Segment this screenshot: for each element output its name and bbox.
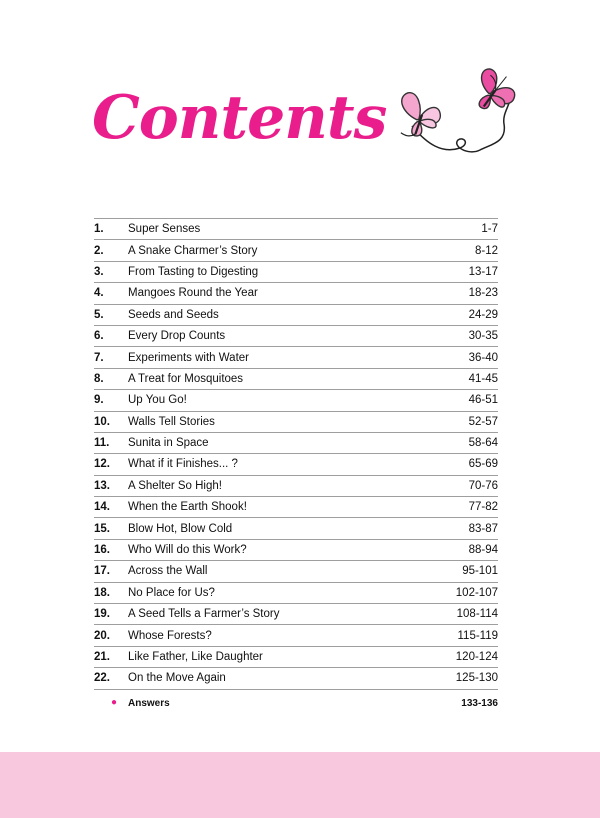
chapter-pages: 24-29 (418, 304, 498, 325)
chapter-title: Mangoes Round the Year (128, 283, 418, 304)
chapter-number: 10. (94, 411, 128, 432)
chapter-row[interactable] (94, 497, 498, 518)
footer-band (0, 752, 600, 818)
chapter-title: Every Drop Counts (128, 325, 418, 346)
chapter-title: Who Will do this Work? (128, 539, 418, 560)
chapter-row[interactable] (94, 219, 498, 240)
chapter-title: Like Father, Like Daughter (128, 646, 418, 667)
chapter-row[interactable] (94, 475, 498, 496)
contents-table (94, 218, 498, 690)
contents-table-body (94, 219, 498, 690)
chapter-pages: 115-119 (418, 625, 498, 646)
chapter-row[interactable] (94, 454, 498, 475)
chapter-row[interactable] (94, 283, 498, 304)
chapter-title: Experiments with Water (128, 347, 418, 368)
page-title: Contents (92, 83, 387, 153)
chapter-row[interactable] (94, 561, 498, 582)
chapter-row[interactable] (94, 304, 498, 325)
chapter-title: No Place for Us? (128, 582, 418, 603)
chapter-number: 19. (94, 604, 128, 625)
chapter-number: 16. (94, 539, 128, 560)
chapter-pages: 65-69 (418, 454, 498, 475)
chapter-row[interactable] (94, 582, 498, 603)
chapter-number: 13. (94, 475, 128, 496)
chapter-title: Across the Wall (128, 561, 418, 582)
chapter-number: 21. (94, 646, 128, 667)
chapter-number: 18. (94, 582, 128, 603)
chapter-title: On the Move Again (128, 668, 418, 689)
chapter-pages: 108-114 (418, 604, 498, 625)
chapter-row[interactable] (94, 347, 498, 368)
chapter-number: 4. (94, 283, 128, 304)
chapter-number: 12. (94, 454, 128, 475)
chapter-title: Super Senses (128, 219, 418, 240)
chapter-number: 8. (94, 368, 128, 389)
chapter-number: 17. (94, 561, 128, 582)
chapter-title: A Snake Charmer’s Story (128, 240, 418, 261)
chapter-number: 1. (94, 219, 128, 240)
answers-pages: 133-136 (461, 698, 498, 709)
chapter-title: Walls Tell Stories (128, 411, 418, 432)
chapter-number: 3. (94, 261, 128, 282)
chapter-pages: 1-7 (418, 219, 498, 240)
chapter-row[interactable] (94, 646, 498, 667)
chapter-pages: 102-107 (418, 582, 498, 603)
chapter-title: A Treat for Mosquitoes (128, 368, 418, 389)
chapter-pages: 70-76 (418, 475, 498, 496)
chapter-pages: 125-130 (418, 668, 498, 689)
chapter-pages: 58-64 (418, 432, 498, 453)
chapter-number: 11. (94, 432, 128, 453)
chapter-title: What if it Finishes... ? (128, 454, 418, 475)
chapter-title: From Tasting to Digesting (128, 261, 418, 282)
chapter-title: Blow Hot, Blow Cold (128, 518, 418, 539)
chapter-row[interactable] (94, 325, 498, 346)
chapter-number: 2. (94, 240, 128, 261)
butterfly-icon (372, 64, 532, 180)
chapter-title: Whose Forests? (128, 625, 418, 646)
chapter-number: 22. (94, 668, 128, 689)
chapter-pages: 36-40 (418, 347, 498, 368)
answers-label: Answers (128, 698, 170, 709)
chapter-pages: 88-94 (418, 539, 498, 560)
chapter-title: Seeds and Seeds (128, 304, 418, 325)
chapter-row[interactable] (94, 518, 498, 539)
chapter-number: 7. (94, 347, 128, 368)
chapter-pages: 77-82 (418, 497, 498, 518)
chapter-title: A Shelter So High! (128, 475, 418, 496)
chapter-row[interactable] (94, 432, 498, 453)
chapter-pages: 30-35 (418, 325, 498, 346)
chapter-number: 6. (94, 325, 128, 346)
chapter-title: When the Earth Shook! (128, 497, 418, 518)
chapter-title: Sunita in Space (128, 432, 418, 453)
chapter-pages: 46-51 (418, 390, 498, 411)
chapter-pages: 52-57 (418, 411, 498, 432)
chapter-pages: 95-101 (418, 561, 498, 582)
chapter-row[interactable] (94, 261, 498, 282)
chapter-row[interactable] (94, 240, 498, 261)
chapter-number: 20. (94, 625, 128, 646)
chapter-number: 14. (94, 497, 128, 518)
chapter-pages: 8-12 (418, 240, 498, 261)
chapter-pages: 41-45 (418, 368, 498, 389)
chapter-row[interactable] (94, 668, 498, 689)
chapter-number: 9. (94, 390, 128, 411)
chapter-row[interactable] (94, 604, 498, 625)
chapter-pages: 13-17 (418, 261, 498, 282)
chapter-row[interactable] (94, 368, 498, 389)
chapter-pages: 120-124 (418, 646, 498, 667)
chapter-title: Up You Go! (128, 390, 418, 411)
bullet-icon: ● (111, 697, 118, 708)
chapter-number: 5. (94, 304, 128, 325)
chapter-number: 15. (94, 518, 128, 539)
chapter-row[interactable] (94, 539, 498, 560)
chapter-row[interactable] (94, 411, 498, 432)
chapter-row[interactable] (94, 390, 498, 411)
chapter-row[interactable] (94, 625, 498, 646)
chapter-pages: 83-87 (418, 518, 498, 539)
chapter-title: A Seed Tells a Farmer’s Story (128, 604, 418, 625)
chapter-pages: 18-23 (418, 283, 498, 304)
answers-row[interactable] (94, 697, 498, 711)
